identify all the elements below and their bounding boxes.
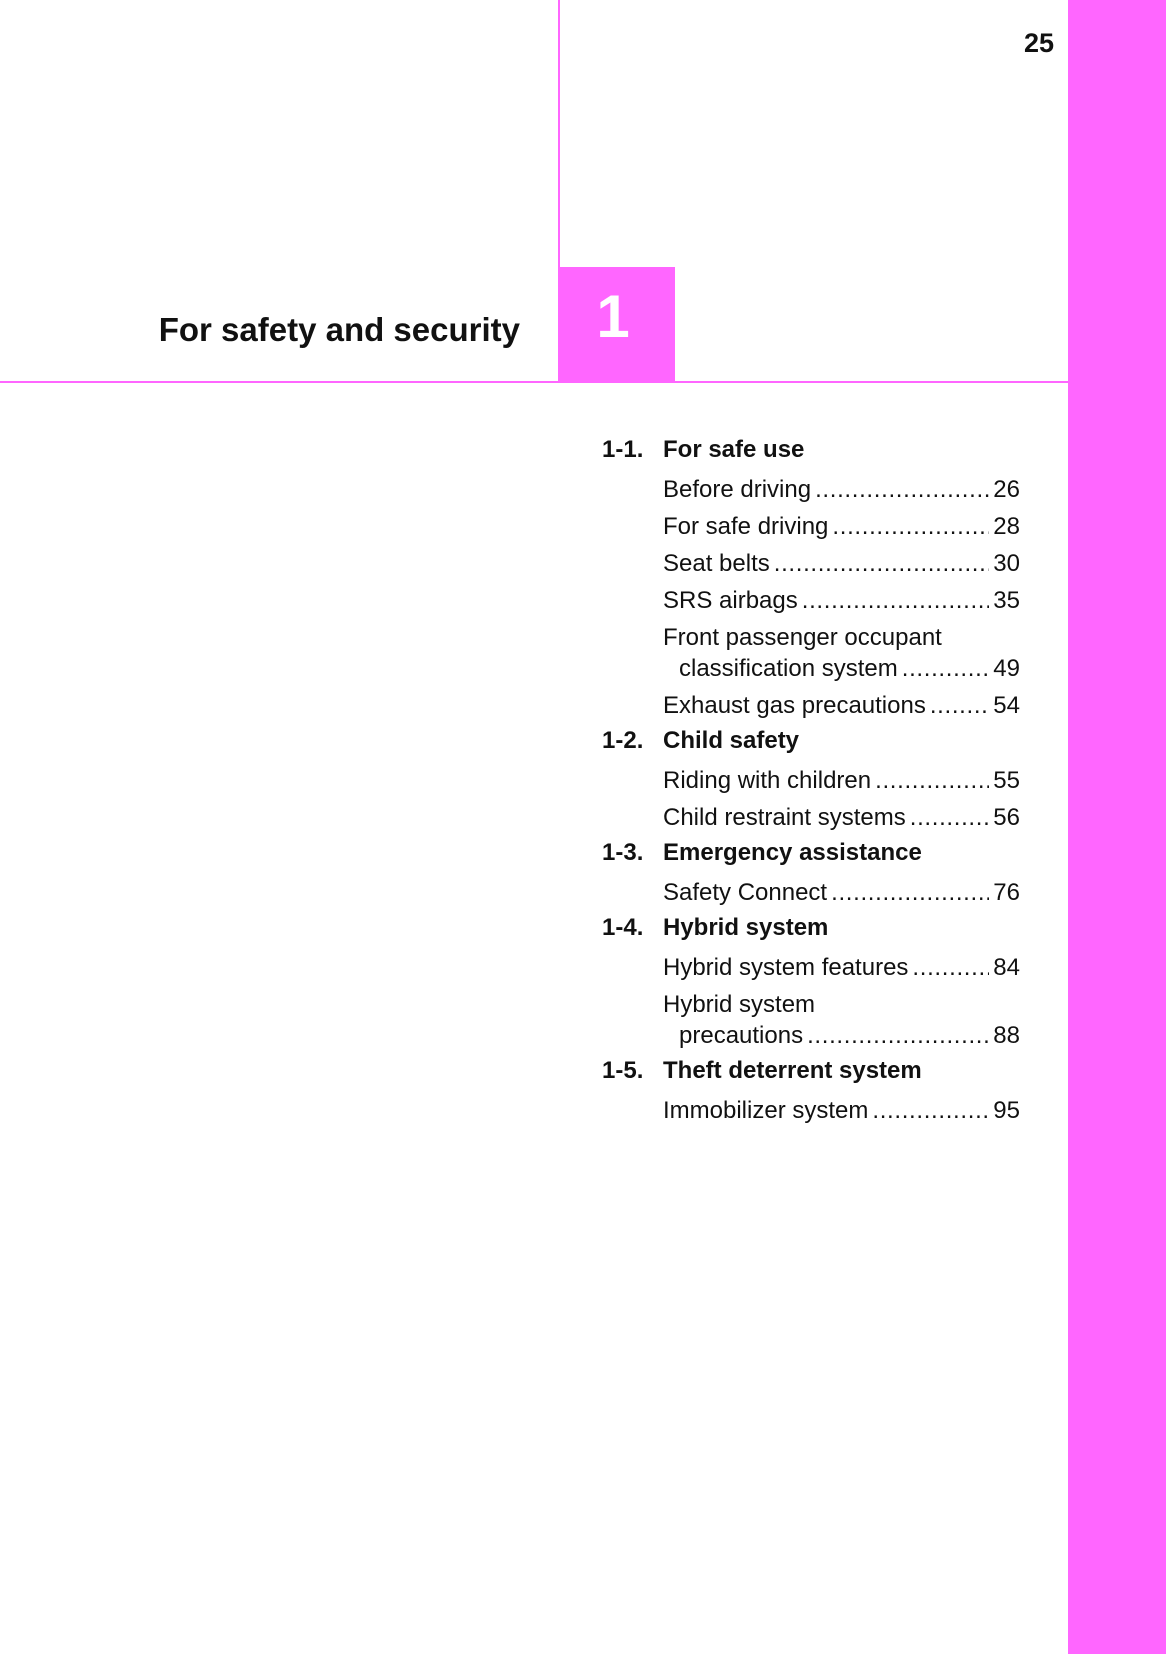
toc-dot-leader: [802, 585, 990, 616]
toc-page-reference: 49: [993, 655, 1020, 682]
toc-entry[interactable]: [663, 585, 1020, 616]
toc-entry-line: [663, 1020, 1020, 1051]
toc-entry-title: classification system: [679, 655, 898, 682]
toc-entry-title-line: Hybrid system: [663, 991, 816, 1018]
toc-entry-title: Exhaust gas precautions: [663, 692, 926, 719]
toc-entry-line: [663, 877, 1020, 908]
toc-section-heading[interactable]: [602, 839, 1020, 877]
page-number: 25: [1023, 28, 1054, 58]
toc-entry-line: [663, 765, 1020, 796]
toc-entry[interactable]: [663, 877, 1020, 908]
table-of-contents: [602, 436, 1020, 1132]
toc-entry-line: [663, 511, 1020, 542]
toc-entry-title: For safe driving: [663, 513, 829, 540]
toc-entry-list: [663, 474, 1020, 721]
toc-entry-line: [663, 653, 1020, 684]
toc-dot-leader: [831, 877, 989, 908]
toc-entry[interactable]: [663, 765, 1020, 796]
toc-entry[interactable]: [663, 802, 1020, 833]
toc-entry-title: Immobilizer system: [663, 1097, 869, 1124]
chapter-number-box: [559, 267, 675, 382]
toc-dot-leader: [875, 765, 989, 796]
toc-page-reference: 76: [993, 879, 1020, 906]
toc-page-reference: 30: [993, 550, 1020, 577]
toc-section-title: Child safety: [663, 727, 800, 754]
toc-page-reference: 55: [993, 767, 1020, 794]
toc-page-reference: 26: [993, 476, 1020, 503]
toc-entry-title: Riding with children: [663, 767, 872, 794]
toc-dot-leader: [910, 802, 990, 833]
toc-entry-line: [663, 585, 1020, 616]
chapter-title: For safety and security: [158, 311, 520, 348]
toc-entry-title-line: Front passenger occupant: [663, 624, 942, 651]
toc-entry-title: Safety Connect: [663, 879, 828, 906]
toc-section-heading[interactable]: [602, 436, 1020, 474]
toc-page-reference: 28: [993, 513, 1020, 540]
toc-entry-list: [663, 952, 1020, 1051]
toc-entry-list: [663, 877, 1020, 908]
toc-entry-title: Before driving: [663, 476, 812, 503]
toc-entry-line: [663, 952, 1020, 983]
toc-section-number: 1-2.: [602, 727, 644, 754]
toc-entry-title: precautions: [679, 1022, 804, 1049]
toc-entry-title: Hybrid system features: [663, 954, 909, 981]
toc-dot-leader: [912, 952, 989, 983]
toc-entry-line: [663, 690, 1020, 721]
toc-entry-line: [663, 474, 1020, 505]
toc-section-title: Theft deterrent system: [663, 1057, 922, 1084]
toc-entry-list: [663, 1095, 1020, 1126]
toc-entry-list: [663, 765, 1020, 833]
toc-dot-leader: [815, 474, 989, 505]
toc-entry-line: [663, 1095, 1020, 1126]
toc-entry[interactable]: [663, 474, 1020, 505]
toc-entry[interactable]: [663, 1095, 1020, 1126]
chapter-number: 1: [596, 283, 630, 350]
toc-section-title: Hybrid system: [663, 914, 829, 941]
toc-entry[interactable]: [663, 690, 1020, 721]
toc-entry[interactable]: [663, 622, 1020, 684]
toc-section-title: For safe use: [663, 436, 805, 463]
toc-entry[interactable]: [663, 952, 1020, 983]
toc-section-title: Emergency assistance: [663, 839, 922, 866]
toc-page-reference: 54: [993, 692, 1020, 719]
toc-section-number: 1-3.: [602, 839, 644, 866]
toc-dot-leader: [902, 653, 990, 684]
chapter-side-tab: [1068, 0, 1166, 1654]
toc-entry-title: SRS airbags: [663, 587, 798, 614]
toc-entry-title: Child restraint systems: [663, 804, 906, 831]
toc-page-reference: 84: [993, 954, 1020, 981]
toc-dot-leader: [774, 548, 990, 579]
toc-dot-leader: [872, 1095, 989, 1126]
toc-section-heading[interactable]: [602, 1057, 1020, 1095]
toc-page-reference: 88: [993, 1022, 1020, 1049]
toc-entry[interactable]: [663, 511, 1020, 542]
toc-entry-line: [663, 802, 1020, 833]
toc-section-number: 1-1.: [602, 436, 644, 463]
toc-section-number: 1-4.: [602, 914, 644, 941]
header-horizontal-rule: [0, 381, 1068, 383]
toc-page-reference: 56: [993, 804, 1020, 831]
toc-dot-leader: [807, 1020, 989, 1051]
toc-entry-title: Seat belts: [663, 550, 770, 577]
toc-dot-leader: [832, 511, 989, 542]
toc-section-number: 1-5.: [602, 1057, 644, 1084]
toc-entry[interactable]: [663, 548, 1020, 579]
toc-section-heading[interactable]: [602, 914, 1020, 952]
toc-page-reference: 35: [993, 587, 1020, 614]
toc-dot-leader: [930, 690, 989, 721]
toc-page-reference: 95: [993, 1097, 1020, 1124]
toc-entry[interactable]: [663, 989, 1020, 1051]
toc-entry-line: [663, 548, 1020, 579]
toc-section-heading[interactable]: [602, 727, 1020, 765]
